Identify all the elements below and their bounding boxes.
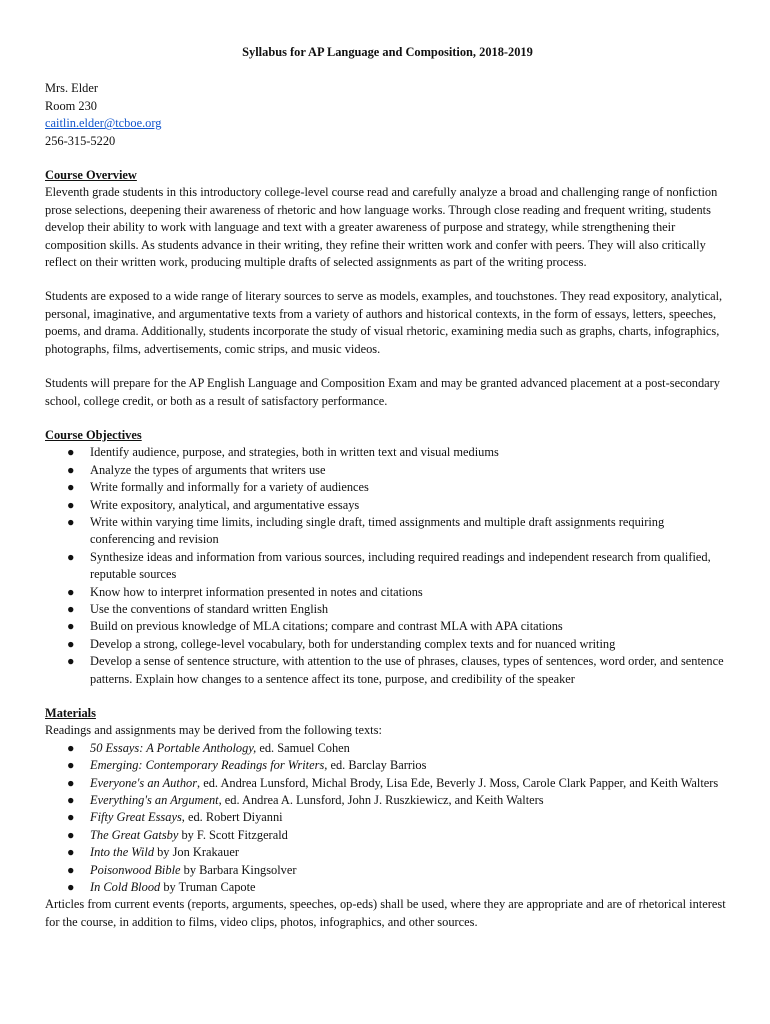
- document-title: Syllabus for AP Language and Composition, 2018-2019: [242, 45, 533, 59]
- list-item: ● Poisonwood Bible by Barbara Kingsolver: [45, 862, 730, 879]
- list-item: ● Everything's an Argument, ed. Andrea A. Lunsford, John J. Ruszkiewicz, and Keith Walters: [45, 792, 730, 809]
- bullet-icon: ●: [67, 845, 75, 860]
- book-title: Everything's an Argument: [90, 793, 219, 808]
- overview-paragraph-1: Eleventh grade students in this introductory college-level course read and carefully analyze a broad and challenging range of nonfiction prose selections, deepening their awareness of rhetoric and how language works. Through close reading and frequent writing, students develop their ability to work with language and text with a greater awareness of purpose and strategy, while strengthening their composition skills. As students advance in their writing, they refine their written work and confer with peers. They will also critically reflect on their written work, producing multiple drafts of selected assignments as part of the writing process.: [45, 185, 718, 270]
- bullet-icon: ●: [67, 862, 75, 877]
- bullet-icon: ●: [67, 462, 75, 477]
- list-item: ● Build on previous knowledge of MLA citations; compare and contrast MLA with APA citations: [45, 618, 730, 635]
- course-objectives-heading: Course Objectives: [45, 427, 142, 442]
- phone-number: 256-315-5220: [45, 133, 116, 148]
- list-item: ● Into the Wild by Jon Krakauer: [45, 844, 730, 861]
- list-item: ● Develop a strong, college-level vocabulary, both for understanding complex texts and for nuanced writing: [45, 636, 730, 653]
- list-item: ● 50 Essays: A Portable Anthology, ed. Samuel Cohen: [45, 740, 730, 757]
- bullet-icon: ●: [67, 810, 75, 825]
- book-title: Everyone's an Author: [90, 775, 198, 790]
- room-number: Room 230: [45, 98, 97, 113]
- bullet-icon: ●: [67, 793, 75, 808]
- bullet-icon: ●: [67, 880, 75, 895]
- bullet-icon: ●: [67, 619, 75, 634]
- list-item: ● Analyze the types of arguments that writers use: [45, 462, 730, 479]
- bullet-icon: ●: [67, 636, 75, 651]
- course-overview-heading: Course Overview: [45, 168, 137, 183]
- bullet-icon: ●: [67, 601, 75, 616]
- list-item: ● Develop a sense of sentence structure, with attention to the use of phrases, clauses, types of sentences, word order, and sentence patterns. Explain how changes to a sentence affect its tone, purpose, and credibility of the speaker: [67, 654, 724, 686]
- book-title: The Great Gatsby: [90, 827, 179, 842]
- list-item: ● Fifty Great Essays, ed. Robert Diyanni: [45, 809, 730, 826]
- bullet-icon: ●: [67, 758, 75, 773]
- list-item: ● The Great Gatsby by F. Scott Fitzgerald: [45, 827, 730, 844]
- bullet-icon: ●: [67, 584, 75, 599]
- contact-block: [45, 80, 730, 150]
- list-item: ● Know how to interpret information presented in notes and citations: [45, 584, 730, 601]
- materials-list: [45, 740, 730, 897]
- syllabus-page: [45, 44, 730, 931]
- list-item: ● Identify audience, purpose, and strategies, both in written text and visual mediums: [45, 444, 730, 461]
- bullet-icon: ●: [67, 497, 75, 512]
- list-item: ● Write formally and informally for a variety of audiences: [45, 479, 730, 496]
- book-title: In Cold Blood: [90, 880, 161, 895]
- teacher-name: Mrs. Elder: [45, 81, 98, 96]
- book-title: Fifty Great Essays: [90, 810, 182, 825]
- overview-paragraph-2: Students are exposed to a wide range of literary sources to serve as models, examples, and touchstones. They read expository, analytical, personal, imaginative, and argumentative texts from a variety of authors and historical contexts, in the form of essays, letters, speeches, poems, and drama. Additionally, students incorporate the study of visual rhetoric, examining media such as graphs, charts, infographics, photographs, films, advertisements, comic strips, and music videos.: [45, 289, 723, 356]
- bullet-icon: ●: [67, 740, 75, 755]
- bullet-icon: ●: [67, 775, 75, 790]
- bullet-icon: ●: [67, 827, 75, 842]
- overview-paragraph-3: Students will prepare for the AP English Language and Composition Exam and may be granted advanced placement at a post-secondary school, college credit, or both as a result of satisfactory performance.: [45, 376, 720, 408]
- list-item: ● Write expository, analytical, and argumentative essays: [45, 497, 730, 514]
- objectives-list: [45, 444, 730, 688]
- list-item: ● Synthesize ideas and information from various sources, including required readings and independent research from qualified, reputable sources: [67, 549, 711, 582]
- materials-intro: Readings and assignments may be derived from the following texts:: [45, 723, 382, 738]
- email-link[interactable]: caitlin.elder@tcboe.org: [45, 116, 162, 131]
- list-item: ● In Cold Blood by Truman Capote: [45, 879, 730, 896]
- book-title: 50 Essays: A Portable Anthology,: [90, 740, 257, 755]
- materials-heading: Materials: [45, 706, 96, 720]
- bullet-icon: ●: [67, 514, 75, 529]
- bullet-icon: ●: [67, 654, 75, 669]
- list-item: ● Write within varying time limits, including single draft, timed assignments and multiple draft assignments requiring conferencing and revision: [67, 514, 665, 547]
- list-item: ● Emerging: Contemporary Readings for Writers, ed. Barclay Barrios: [45, 757, 730, 774]
- bullet-icon: ●: [67, 445, 75, 460]
- list-item: ● Use the conventions of standard written English: [45, 601, 730, 618]
- materials-section: [45, 705, 730, 931]
- list-item: ● Everyone's an Author, ed. Andrea Lunsford, Michal Brody, Lisa Ede, Beverly J. Moss, Carole Clark Papper, and Keith Walters: [45, 775, 730, 792]
- bullet-icon: ●: [67, 549, 75, 564]
- book-title: Emerging: Contemporary Readings for Writers: [90, 758, 325, 773]
- book-title: Poisonwood Bible: [90, 862, 181, 877]
- bullet-icon: ●: [67, 480, 75, 495]
- materials-closing: Articles from current events (reports, arguments, speeches, op-eds) shall be used, where they are appropriate and are of rhetorical interest for the course, in addition to films, video clips, photos, infographics, and other sources.: [45, 897, 726, 929]
- course-objectives-section: [45, 427, 730, 688]
- course-overview-section: [45, 167, 730, 410]
- book-title: Into the Wild: [90, 845, 155, 860]
